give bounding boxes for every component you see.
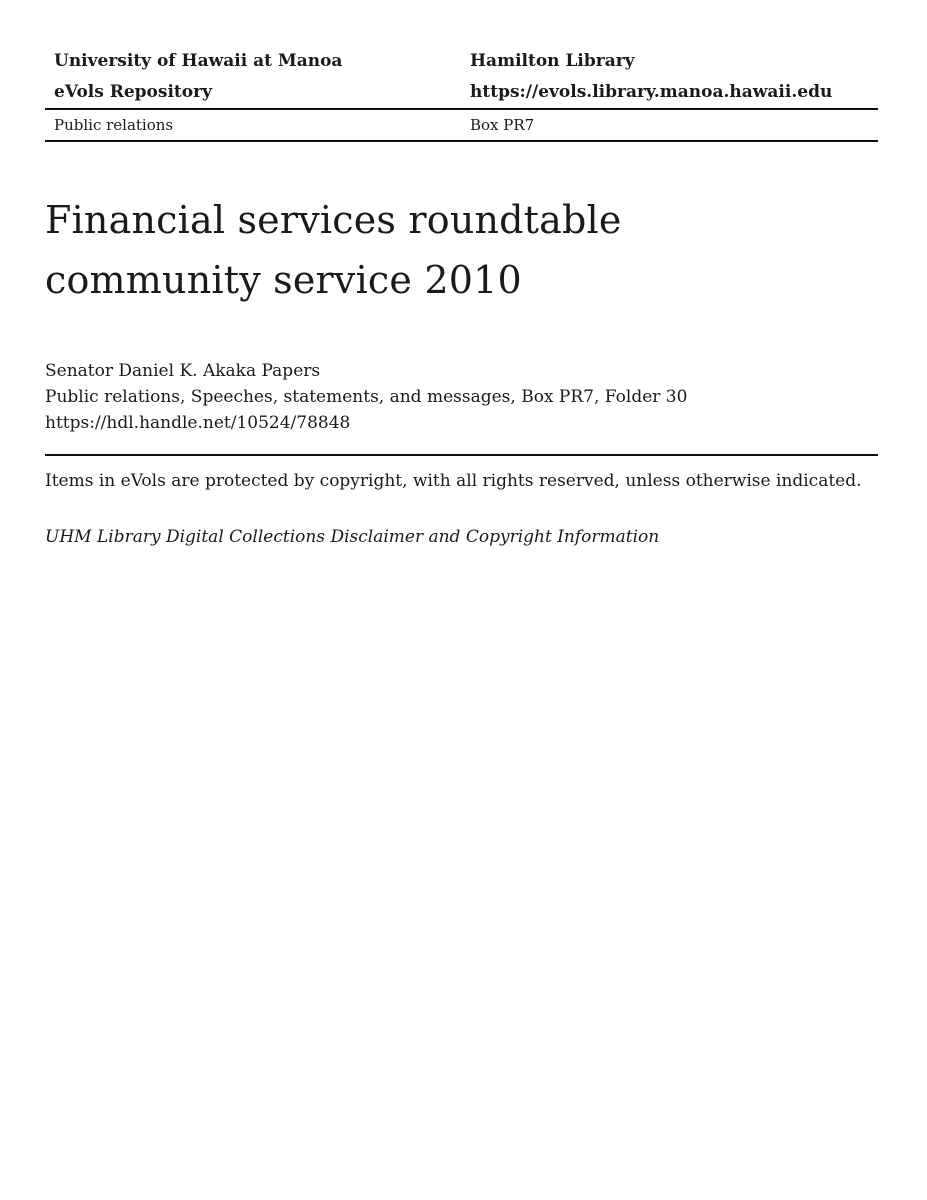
collection-label: Public relations: [54, 116, 174, 134]
copyright-notice: Items in eVols are protected by copyright, with all rights reserved, unless otherwise indicated.: [45, 471, 862, 491]
repository-header: [45, 0, 878, 142]
repository-name: eVols Repository: [54, 82, 212, 102]
footer-divider: [45, 454, 878, 456]
header-left-cell: [45, 46, 470, 108]
header-main-row: [45, 0, 878, 110]
institution-name: University of Hawaii at Manoa: [54, 51, 343, 71]
header-sub-row: [45, 110, 878, 142]
disclaimer-copyright-link[interactable]: UHM Library Digital Collections Disclaimer and Copyright Information: [45, 527, 660, 547]
document-title: Financial services roundtable community service 2010: [45, 198, 622, 302]
disclaimer-row: [45, 524, 659, 550]
library-name: Hamilton Library: [470, 51, 635, 71]
document-location: Public relations, Speeches, statements, and messages, Box PR7, Folder 30: [45, 387, 688, 407]
collection-name: Senator Daniel K. Akaka Papers: [45, 361, 321, 381]
document-metadata: [45, 358, 687, 436]
header-right-cell: [470, 46, 878, 108]
box-label: Box PR7: [470, 116, 535, 134]
handle-url-link[interactable]: https://hdl.handle.net/10524/78848: [45, 413, 351, 433]
repository-url: https://evols.library.manoa.hawaii.edu: [470, 82, 833, 102]
